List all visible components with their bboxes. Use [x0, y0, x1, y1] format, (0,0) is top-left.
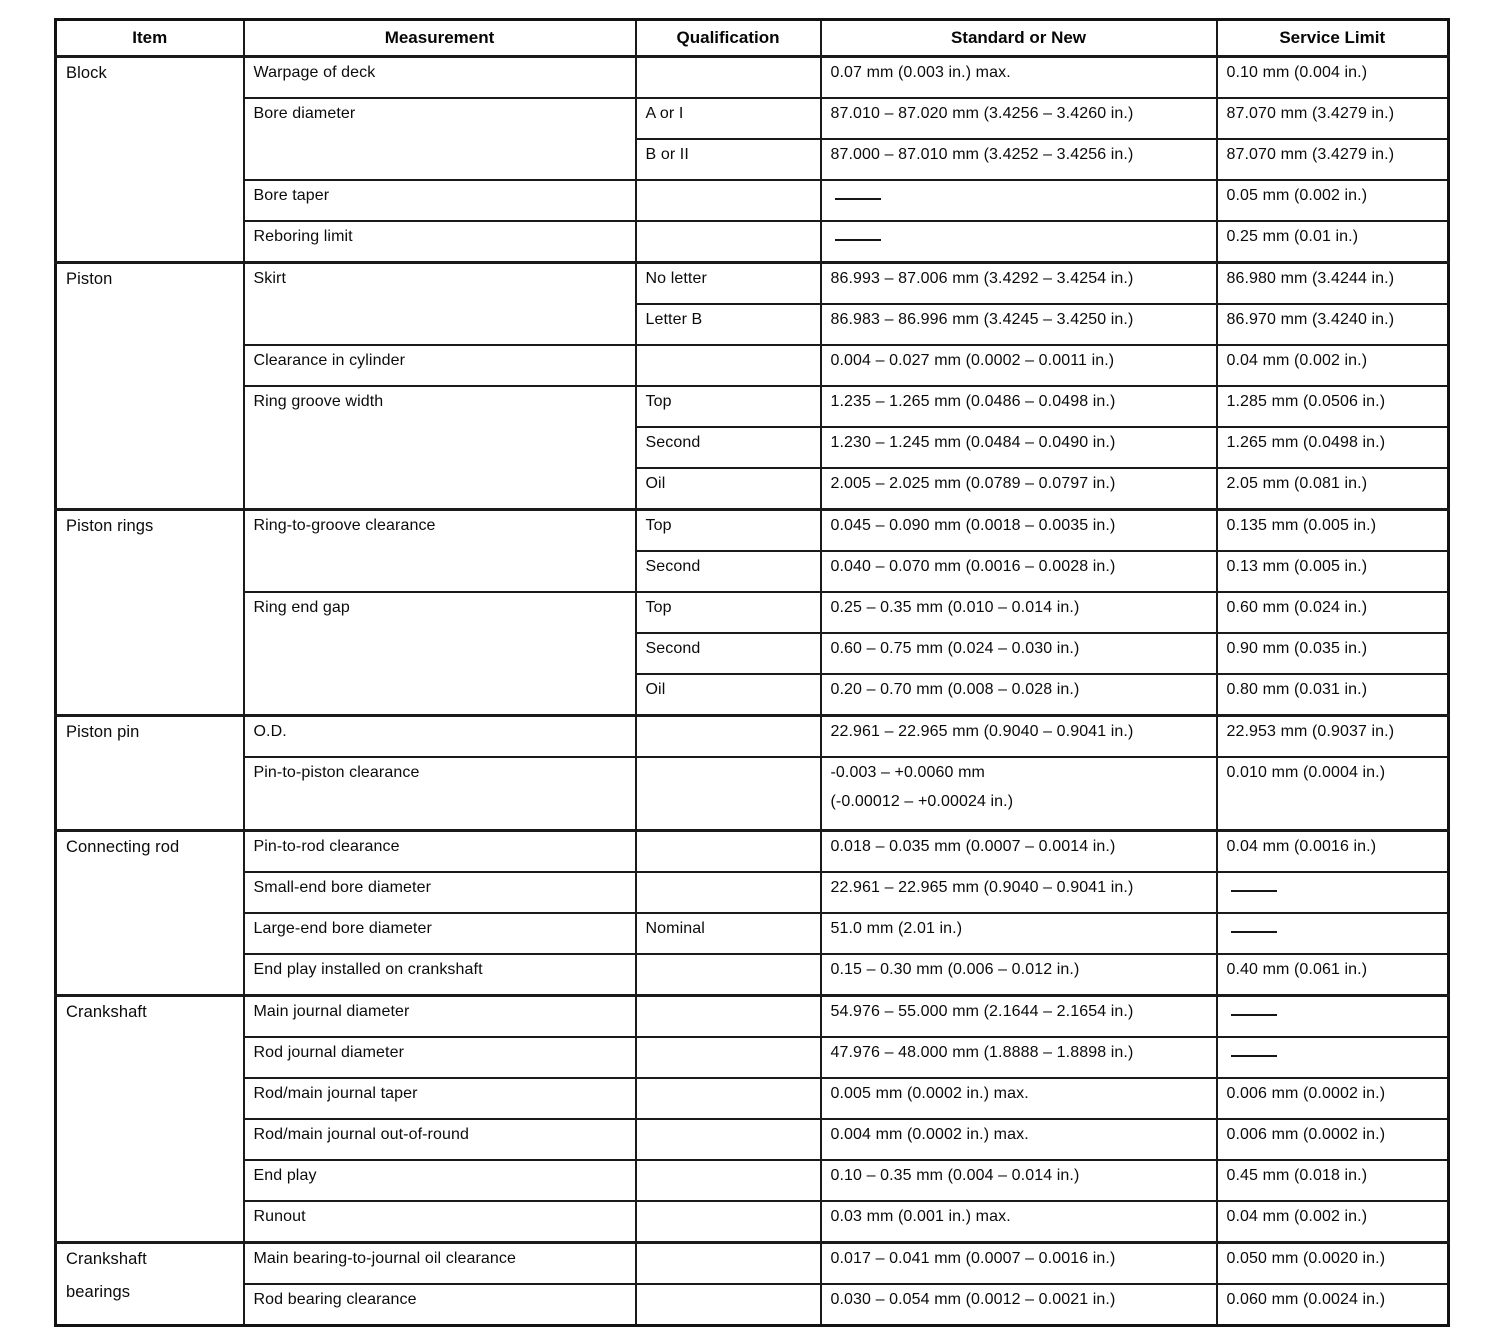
qualification-cell: Top — [636, 386, 821, 427]
standard-cell: 54.976 – 55.000 mm (2.1644 – 2.1654 in.) — [821, 996, 1217, 1038]
measurement-cell: Main bearing-to-journal oil clearance — [244, 1243, 636, 1285]
standard-cell: 0.030 – 0.054 mm (0.0012 – 0.0021 in.) — [821, 1284, 1217, 1326]
measurement-cell: End play installed on crankshaft — [244, 954, 636, 996]
standard-cell: 2.005 – 2.025 mm (0.0789 – 0.0797 in.) — [821, 468, 1217, 510]
service-limit-cell: 0.135 mm (0.005 in.) — [1217, 510, 1449, 552]
engine-specifications-table — [54, 18, 1450, 1327]
measurement-cell: Bore diameter — [244, 98, 636, 180]
table-row — [56, 996, 1449, 1038]
table-row — [56, 1284, 1449, 1326]
service-limit-cell: 87.070 mm (3.4279 in.) — [1217, 139, 1449, 180]
standard-cell: 0.005 mm (0.0002 in.) max. — [821, 1078, 1217, 1119]
qualification-cell: A or I — [636, 98, 821, 139]
table-row — [56, 954, 1449, 996]
qualification-cell — [636, 1160, 821, 1201]
column-header-standard-or-new: Standard or New — [821, 20, 1217, 57]
column-header-measurement: Measurement — [244, 20, 636, 57]
service-limit-cell — [1217, 996, 1449, 1038]
document-page — [54, 18, 1450, 1327]
qualification-cell — [636, 345, 821, 386]
table-row — [56, 1243, 1449, 1285]
not-applicable-dash — [1231, 1014, 1277, 1016]
qualification-cell: B or II — [636, 139, 821, 180]
qualification-cell — [636, 872, 821, 913]
measurement-cell: Pin-to-rod clearance — [244, 831, 636, 873]
service-limit-cell — [1217, 913, 1449, 954]
service-limit-cell: 0.006 mm (0.0002 in.) — [1217, 1078, 1449, 1119]
column-header-service-limit: Service Limit — [1217, 20, 1449, 57]
qualification-cell — [636, 716, 821, 758]
qualification-cell — [636, 1119, 821, 1160]
service-limit-cell: 0.13 mm (0.005 in.) — [1217, 551, 1449, 592]
item-cell-line: Crankshaft — [66, 1250, 147, 1268]
measurement-cell: Ring-to-groove clearance — [244, 510, 636, 593]
table-row — [56, 263, 1449, 305]
measurement-cell: Ring groove width — [244, 386, 636, 510]
table-row — [56, 1078, 1449, 1119]
table-row — [56, 1119, 1449, 1160]
standard-cell: 1.230 – 1.245 mm (0.0484 – 0.0490 in.) — [821, 427, 1217, 468]
table-row — [56, 592, 1449, 633]
service-limit-cell: 0.60 mm (0.024 in.) — [1217, 592, 1449, 633]
standard-cell: 86.993 – 87.006 mm (3.4292 – 3.4254 in.) — [821, 263, 1217, 305]
service-limit-cell: 87.070 mm (3.4279 in.) — [1217, 98, 1449, 139]
not-applicable-dash — [1231, 890, 1277, 892]
measurement-cell: Ring end gap — [244, 592, 636, 716]
measurement-cell: Pin-to-piston clearance — [244, 757, 636, 831]
measurement-cell: Rod journal diameter — [244, 1037, 636, 1078]
standard-cell: 0.018 – 0.035 mm (0.0007 – 0.0014 in.) — [821, 831, 1217, 873]
service-limit-cell: 0.060 mm (0.0024 in.) — [1217, 1284, 1449, 1326]
not-applicable-dash — [1231, 931, 1277, 933]
measurement-cell: Skirt — [244, 263, 636, 346]
qualification-cell: Top — [636, 592, 821, 633]
qualification-cell — [636, 1284, 821, 1326]
standard-cell: 0.15 – 0.30 mm (0.006 – 0.012 in.) — [821, 954, 1217, 996]
standard-cell — [821, 221, 1217, 263]
service-limit-cell: 0.04 mm (0.002 in.) — [1217, 1201, 1449, 1243]
qualification-cell — [636, 221, 821, 263]
qualification-cell: Oil — [636, 468, 821, 510]
column-header-item: Item — [56, 20, 244, 57]
standard-cell: 22.961 – 22.965 mm (0.9040 – 0.9041 in.) — [821, 716, 1217, 758]
standard-cell: 47.976 – 48.000 mm (1.8888 – 1.8898 in.) — [821, 1037, 1217, 1078]
measurement-cell: Reboring limit — [244, 221, 636, 263]
service-limit-cell: 0.80 mm (0.031 in.) — [1217, 674, 1449, 716]
qualification-cell: Top — [636, 510, 821, 552]
table-row — [56, 510, 1449, 552]
service-limit-cell: 0.25 mm (0.01 in.) — [1217, 221, 1449, 263]
table-row — [56, 98, 1449, 139]
table-row — [56, 716, 1449, 758]
measurement-cell: Warpage of deck — [244, 57, 636, 99]
qualification-cell — [636, 1078, 821, 1119]
measurement-cell: Rod/main journal taper — [244, 1078, 636, 1119]
service-limit-cell: 1.265 mm (0.0498 in.) — [1217, 427, 1449, 468]
standard-cell-line: -0.003 – +0.0060 mm — [830, 764, 985, 781]
qualification-cell — [636, 954, 821, 996]
service-limit-cell: 0.45 mm (0.018 in.) — [1217, 1160, 1449, 1201]
item-cell: Piston — [56, 263, 244, 510]
measurement-cell: Bore taper — [244, 180, 636, 221]
service-limit-cell: 0.40 mm (0.061 in.) — [1217, 954, 1449, 996]
measurement-cell: Rod/main journal out-of-round — [244, 1119, 636, 1160]
standard-cell: 0.07 mm (0.003 in.) max. — [821, 57, 1217, 99]
measurement-cell: Main journal diameter — [244, 996, 636, 1038]
qualification-cell — [636, 996, 821, 1038]
service-limit-cell: 2.05 mm (0.081 in.) — [1217, 468, 1449, 510]
qualification-cell: No letter — [636, 263, 821, 305]
standard-cell: 1.235 – 1.265 mm (0.0486 – 0.0498 in.) — [821, 386, 1217, 427]
header-row — [56, 20, 1449, 57]
standard-cell: 22.961 – 22.965 mm (0.9040 – 0.9041 in.) — [821, 872, 1217, 913]
table-row — [56, 386, 1449, 427]
table-header — [56, 20, 1449, 57]
standard-cell — [821, 757, 1217, 831]
measurement-cell: Rod bearing clearance — [244, 1284, 636, 1326]
table-body — [56, 57, 1449, 1326]
service-limit-cell: 0.006 mm (0.0002 in.) — [1217, 1119, 1449, 1160]
standard-cell: 51.0 mm (2.01 in.) — [821, 913, 1217, 954]
item-cell: Block — [56, 57, 244, 263]
service-limit-cell — [1217, 872, 1449, 913]
measurement-cell: Small-end bore diameter — [244, 872, 636, 913]
standard-cell: 87.000 – 87.010 mm (3.4252 – 3.4256 in.) — [821, 139, 1217, 180]
service-limit-cell: 86.970 mm (3.4240 in.) — [1217, 304, 1449, 345]
standard-cell: 0.10 – 0.35 mm (0.004 – 0.014 in.) — [821, 1160, 1217, 1201]
measurement-cell: O.D. — [244, 716, 636, 758]
item-cell: Connecting rod — [56, 831, 244, 996]
qualification-cell — [636, 757, 821, 831]
table-row — [56, 221, 1449, 263]
qualification-cell: Nominal — [636, 913, 821, 954]
table-row — [56, 831, 1449, 873]
service-limit-cell: 0.05 mm (0.002 in.) — [1217, 180, 1449, 221]
service-limit-cell: 0.04 mm (0.002 in.) — [1217, 345, 1449, 386]
qualification-cell — [636, 57, 821, 99]
table-row — [56, 757, 1449, 831]
table-row — [56, 180, 1449, 221]
standard-cell: 0.03 mm (0.001 in.) max. — [821, 1201, 1217, 1243]
item-cell: Crankshaft — [56, 996, 244, 1243]
table-row — [56, 345, 1449, 386]
item-cell: Piston pin — [56, 716, 244, 831]
not-applicable-dash — [835, 198, 881, 200]
service-limit-cell: 86.980 mm (3.4244 in.) — [1217, 263, 1449, 305]
standard-cell: 0.040 – 0.070 mm (0.0016 – 0.0028 in.) — [821, 551, 1217, 592]
item-cell — [56, 1243, 244, 1326]
qualification-cell: Letter B — [636, 304, 821, 345]
table-row — [56, 57, 1449, 99]
standard-cell: 87.010 – 87.020 mm (3.4256 – 3.4260 in.) — [821, 98, 1217, 139]
standard-cell: 0.25 – 0.35 mm (0.010 – 0.014 in.) — [821, 592, 1217, 633]
measurement-cell: Clearance in cylinder — [244, 345, 636, 386]
service-limit-cell: 0.010 mm (0.0004 in.) — [1217, 757, 1449, 831]
service-limit-cell: 0.90 mm (0.035 in.) — [1217, 633, 1449, 674]
column-header-qualification: Qualification — [636, 20, 821, 57]
table-row — [56, 1201, 1449, 1243]
measurement-cell: Large-end bore diameter — [244, 913, 636, 954]
service-limit-cell: 0.050 mm (0.0020 in.) — [1217, 1243, 1449, 1285]
qualification-cell — [636, 831, 821, 873]
qualification-cell — [636, 1201, 821, 1243]
not-applicable-dash — [1231, 1055, 1277, 1057]
standard-cell — [821, 180, 1217, 221]
table-row — [56, 913, 1449, 954]
standard-cell: 86.983 – 86.996 mm (3.4245 – 3.4250 in.) — [821, 304, 1217, 345]
not-applicable-dash — [835, 239, 881, 241]
standard-cell: 0.004 – 0.027 mm (0.0002 – 0.0011 in.) — [821, 345, 1217, 386]
table-row — [56, 872, 1449, 913]
service-limit-cell: 22.953 mm (0.9037 in.) — [1217, 716, 1449, 758]
measurement-cell: Runout — [244, 1201, 636, 1243]
qualification-cell: Oil — [636, 674, 821, 716]
qualification-cell: Second — [636, 551, 821, 592]
measurement-cell: End play — [244, 1160, 636, 1201]
item-cell: Piston rings — [56, 510, 244, 716]
standard-cell: 0.20 – 0.70 mm (0.008 – 0.028 in.) — [821, 674, 1217, 716]
qualification-cell: Second — [636, 633, 821, 674]
standard-cell-line: (-0.00012 – +0.00024 in.) — [830, 793, 1014, 810]
service-limit-cell: 0.04 mm (0.0016 in.) — [1217, 831, 1449, 873]
service-limit-cell: 0.10 mm (0.004 in.) — [1217, 57, 1449, 99]
standard-cell: 0.045 – 0.090 mm (0.0018 – 0.0035 in.) — [821, 510, 1217, 552]
qualification-cell: Second — [636, 427, 821, 468]
standard-cell: 0.004 mm (0.0002 in.) max. — [821, 1119, 1217, 1160]
qualification-cell — [636, 1243, 821, 1285]
standard-cell: 0.60 – 0.75 mm (0.024 – 0.030 in.) — [821, 633, 1217, 674]
qualification-cell — [636, 180, 821, 221]
service-limit-cell: 1.285 mm (0.0506 in.) — [1217, 386, 1449, 427]
item-cell-line: bearings — [66, 1283, 131, 1301]
standard-cell: 0.017 – 0.041 mm (0.0007 – 0.0016 in.) — [821, 1243, 1217, 1285]
table-row — [56, 1160, 1449, 1201]
